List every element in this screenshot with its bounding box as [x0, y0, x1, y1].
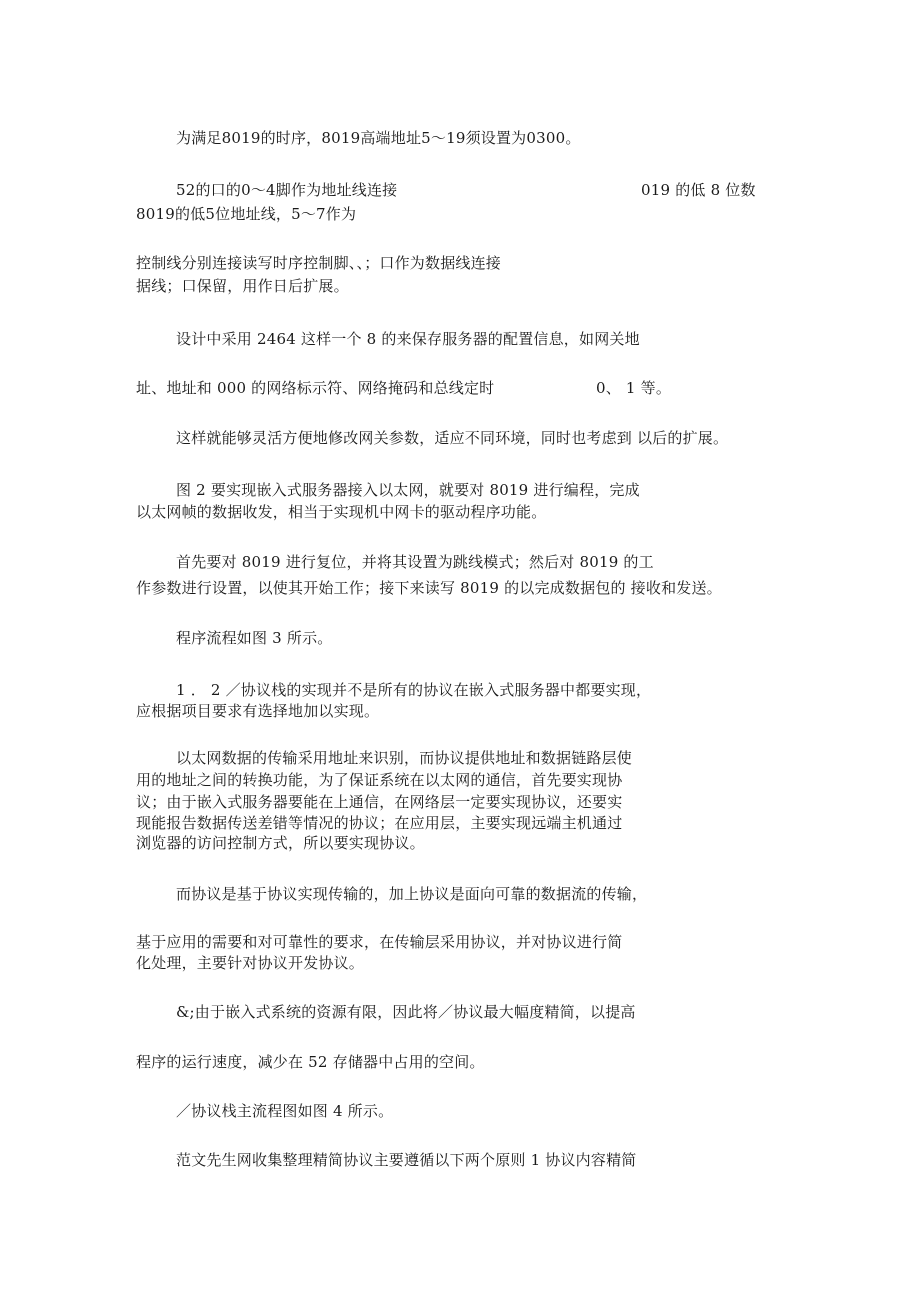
text-line: 1 ． 2 ／协议栈的实现并不是所有的协议在嵌入式服务器中都要实现，: [176, 681, 652, 699]
text-line: 019 的低 8 位数: [641, 181, 756, 199]
text-line: 这样就能够灵活方便地修改网关参数，适应不同环境，同时也考虑到 以后的扩展。: [176, 429, 729, 447]
text-line: 以太网帧的数据收发，相当于实现机中网卡的驱动程序功能。: [136, 503, 547, 521]
text-line: 据线；口保留，用作日后扩展。: [136, 277, 349, 295]
text-line: 基于应用的需要和对可靠性的要求，在传输层采用协议，并对协议进行简: [136, 933, 623, 951]
text-line: 0、 1 等。: [596, 379, 672, 397]
text-line: 图 2 要实现嵌入式服务器接入以太网，就要对 8019 进行编程，完成: [176, 481, 640, 499]
text-line: 而协议是基于协议实现传输的，加上协议是面向可靠的数据流的传输，: [176, 885, 648, 903]
text-line: 用的地址之间的转换功能，为了保证系统在以太网的通信，首先要实现协: [136, 771, 623, 789]
text-line: 址、地址和 000 的网络标示符、网络掩码和总线定时: [136, 379, 495, 397]
text-line: 控制线分别连接读写时序控制脚、、；口作为数据线连接: [136, 254, 502, 272]
text-line: 现能报告数据传送差错等情况的协议；在应用层，主要实现远端主机通过: [136, 814, 623, 832]
text-line: 为满足8019的时序，8019高端地址5～19须设置为0300。: [176, 129, 581, 147]
text-line: 程序的运行速度，减少在 52 存储器中占用的空间。: [136, 1053, 485, 1071]
text-line: 首先要对 8019 进行复位，并将其设置为跳线模式；然后对 8019 的工: [176, 553, 654, 571]
text-line: 以太网数据的传输采用地址来识别，而协议提供地址和数据链路层使: [176, 749, 633, 767]
text-line: 应根据项目要求有选择地加以实现。: [136, 702, 380, 720]
text-line: 浏览器的访问控制方式，所以要实现协议。: [136, 834, 425, 852]
text-line: 8019的低5位地址线，5～7作为: [136, 205, 357, 223]
text-line: &;由于嵌入式系统的资源有限，因此将／协议最大幅度精简，以提高: [176, 1003, 636, 1021]
text-line: ／协议栈主流程图如图 4 所示。: [176, 1102, 394, 1120]
text-line: 设计中采用 2464 这样一个 8 的来保存服务器的配置信息，如网关地: [176, 330, 640, 348]
text-line: 化处理，主要针对协议开发协议。: [136, 954, 365, 972]
text-line: 议；由于嵌入式服务器要能在上通信，在网络层一定要实现协议，还要实: [136, 793, 623, 811]
text-line: 52的口的0～4脚作为地址线连接: [176, 181, 398, 199]
text-line: 程序流程如图 3 所示。: [176, 629, 333, 647]
text-line: 作参数进行设置，以使其开始工作；接下来读写 8019 的以完成数据包的 接收和发送。: [136, 579, 722, 597]
text-line: 范文先生网收集整理精简协议主要遵循以下两个原则 1 协议内容精简: [176, 1151, 637, 1169]
